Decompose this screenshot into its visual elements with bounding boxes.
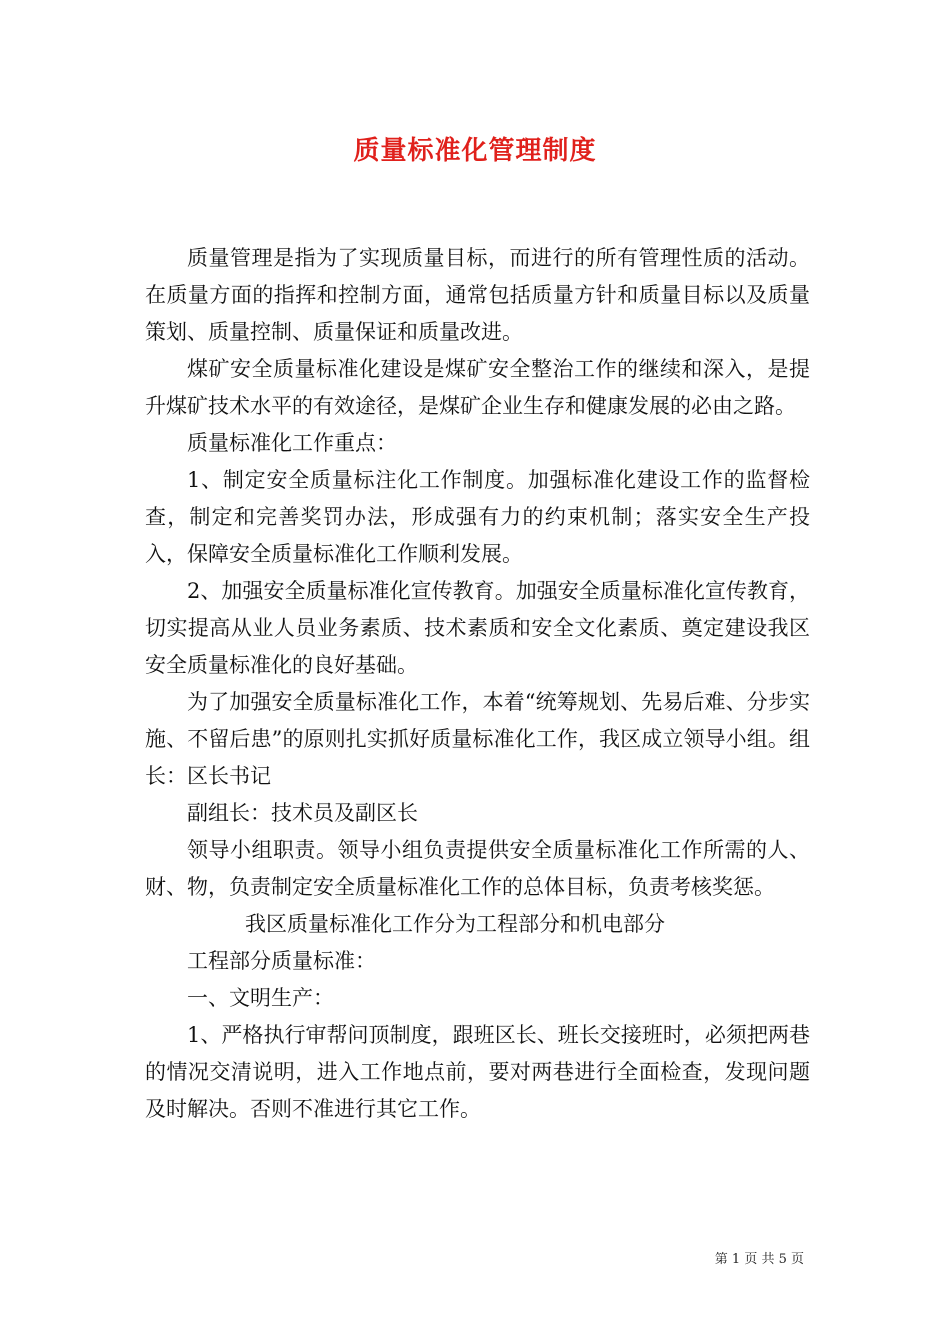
paragraph: 为了加强安全质量标准化工作，本着“统筹规划、先易后难、分步实施、不留后患”的原则扎实抓好质量标准化工作，我区成立领导小组。组长：区长书记 xyxy=(145,690,810,788)
paragraph: 工程部分质量标准： xyxy=(187,949,376,973)
paragraph: 煤矿安全质量标准化建设是煤矿安全整治工作的继续和深入，是提升煤矿技术水平的有效途径，是煤矿企业生存和健康发展的必由之路。 xyxy=(145,357,810,418)
paragraph: 1、严格执行审帮问顶制度，跟班区长、班长交接班时，必须把两巷的情况交清说明，进入工作地点前，要对两巷进行全面检查，发现问题及时解决。否则不准进行其它工作。 xyxy=(145,1023,810,1121)
paragraph: 一、文明生产： xyxy=(187,986,334,1010)
paragraph: 领导小组职责。领导小组负责提供安全质量标准化工作所需的人、财、物，负责制定安全质量标准化工作的总体目标，负责考核奖惩。 xyxy=(145,838,810,899)
document-title: 质量标准化管理制度 xyxy=(353,136,597,166)
paragraph: 副组长：技术员及副区长 xyxy=(187,801,418,825)
document-body xyxy=(145,240,810,1128)
paragraph: 质量管理是指为了实现质量目标，而进行的所有管理性质的活动。在质量方面的指挥和控制方面，通常包括质量方针和质量目标以及质量策划、质量控制、质量保证和质量改进。 xyxy=(145,246,810,344)
page-number: 第 1 页 共 5 页 xyxy=(714,1252,804,1267)
paragraph: 我区质量标准化工作分为工程部分和机电部分 xyxy=(245,912,665,936)
paragraph: 2、加强安全质量标准化宣传教育。加强安全质量标准化宣传教育，切实提高从业人员业务素质、技术素质和安全文化素质、奠定建设我区安全质量标准化的良好基础。 xyxy=(145,579,810,677)
paragraph: 1、制定安全质量标注化工作制度。加强标准化建设工作的监督检查，制定和完善奖罚办法，形成强有力的约束机制；落实安全生产投入，保障安全质量标准化工作顺利发展。 xyxy=(145,468,810,566)
paragraph: 质量标准化工作重点： xyxy=(187,431,397,455)
